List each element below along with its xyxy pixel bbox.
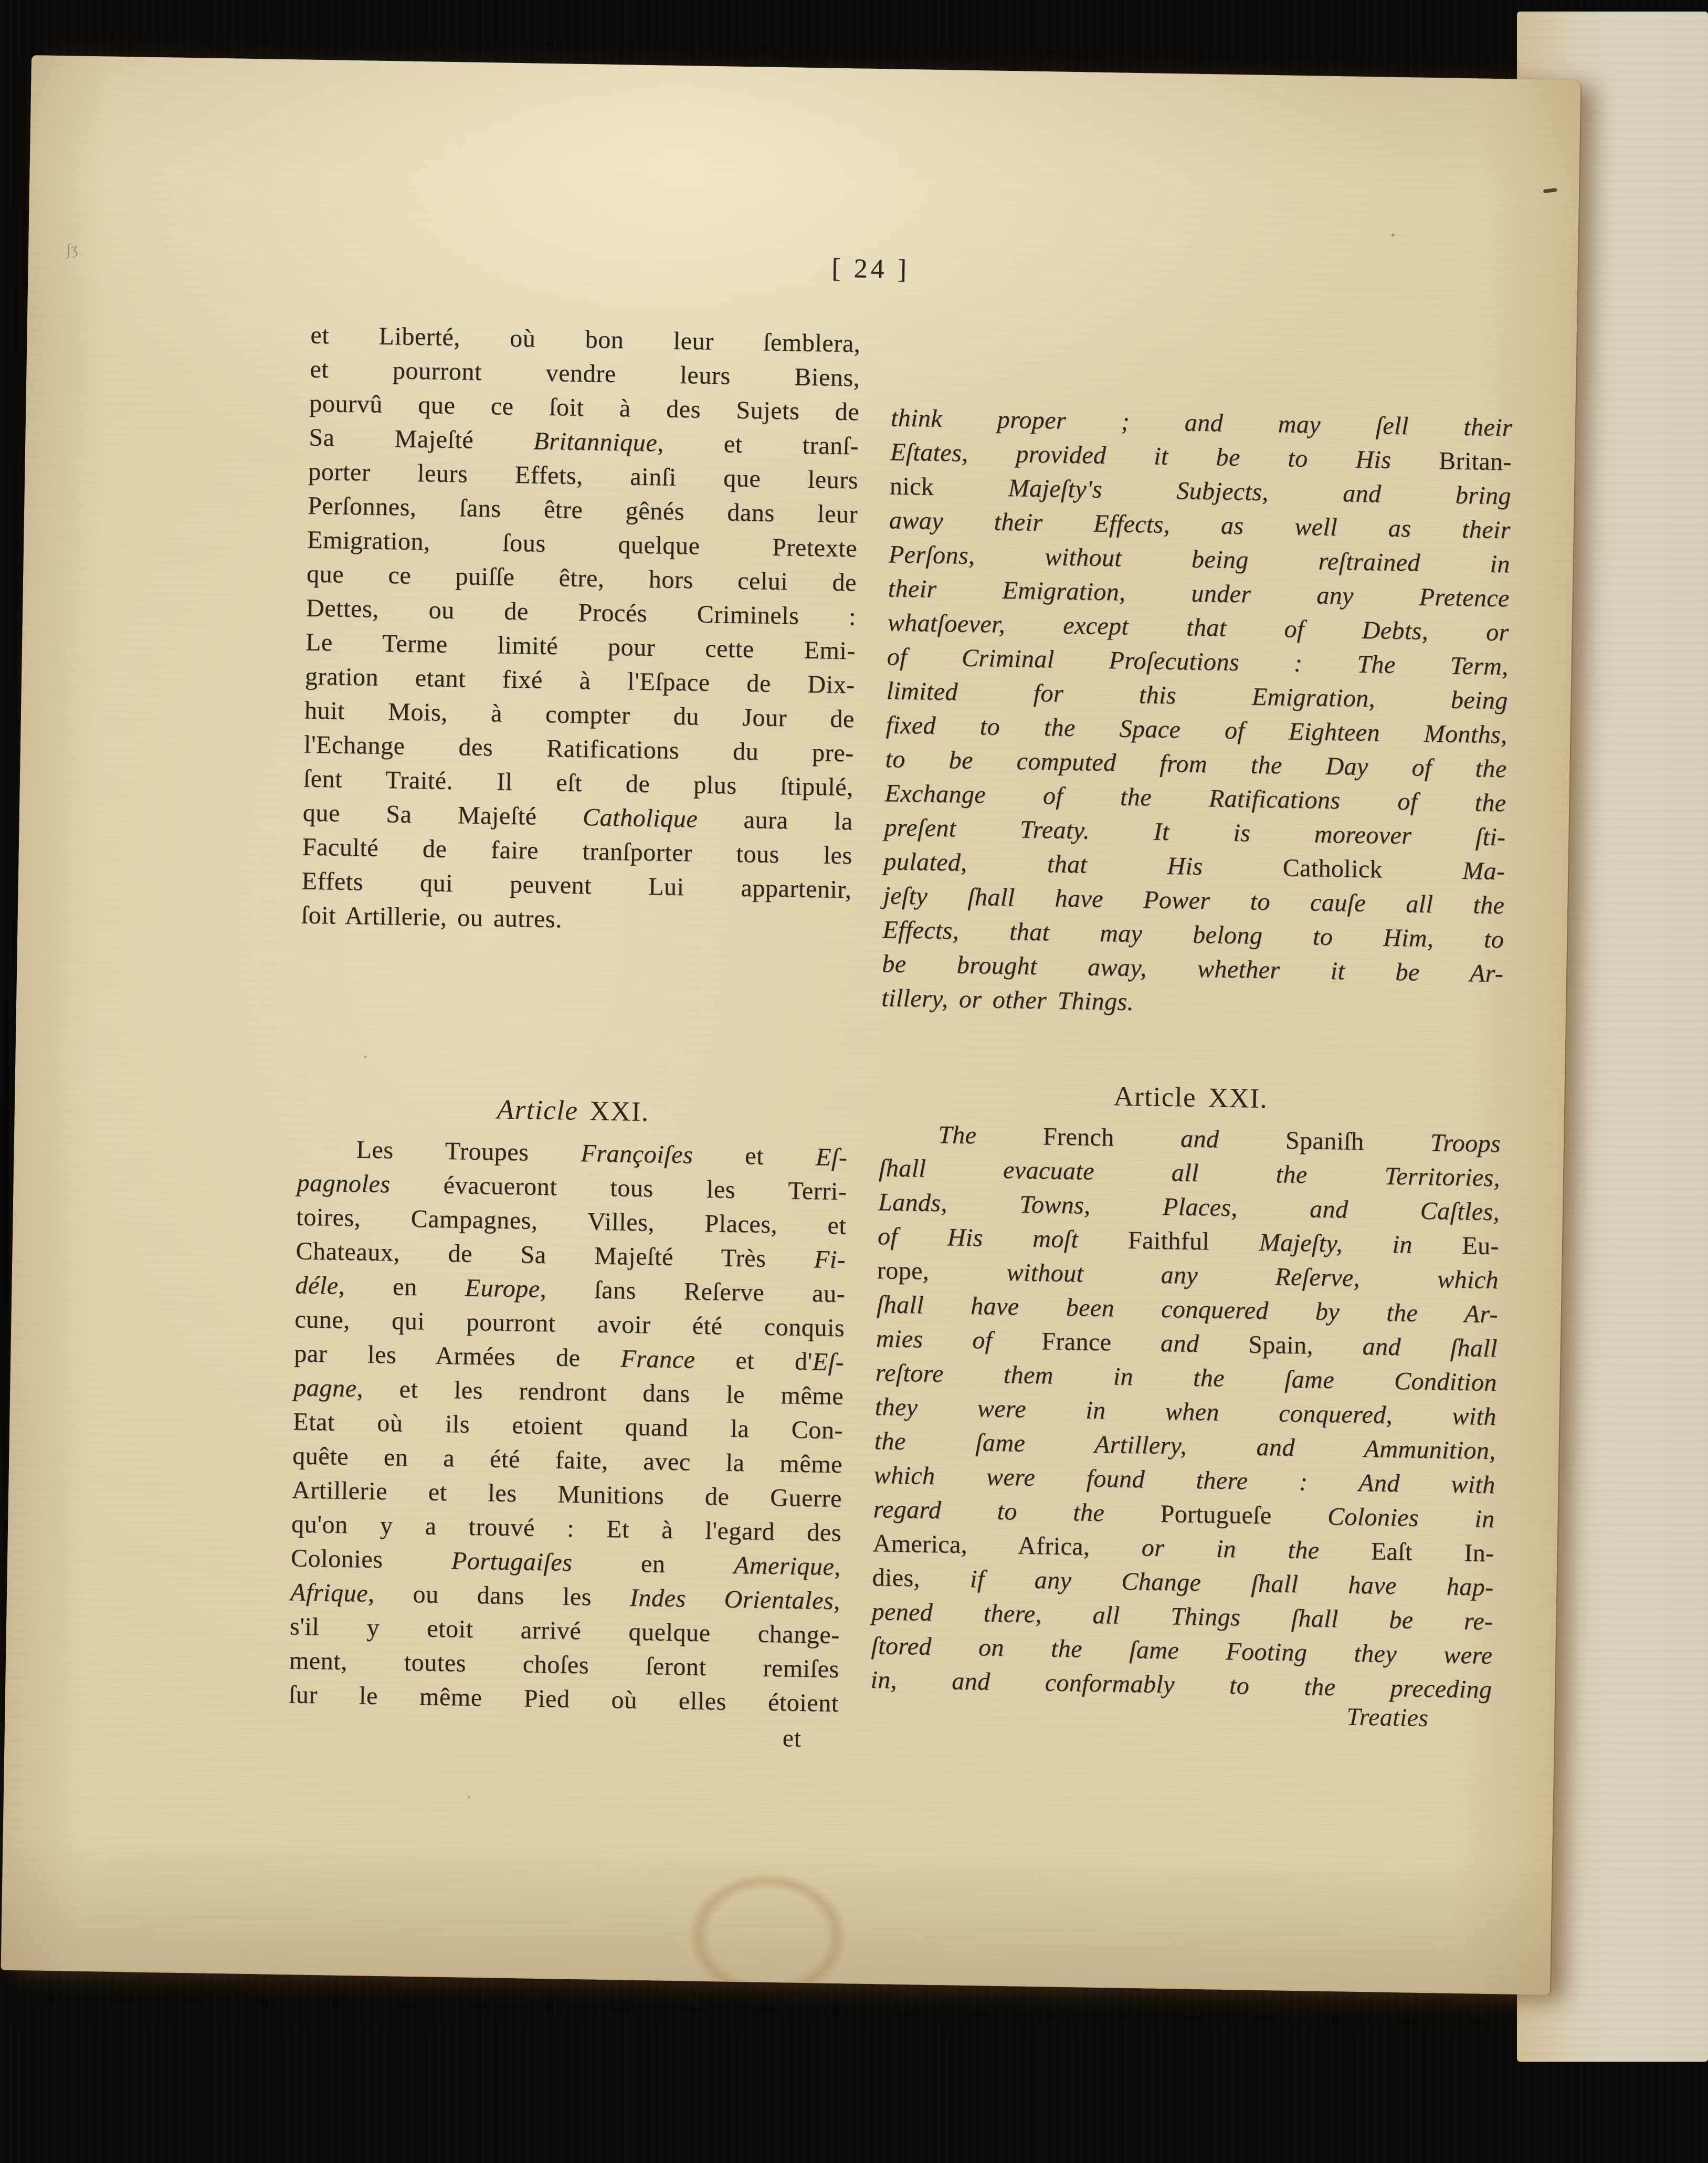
text-line: Perſons, without being reſtrained in: [888, 540, 1511, 579]
text-line: Faculté de faire tranſporter tous les: [302, 833, 853, 870]
text-line: que ce puiſſe être, hors celui de: [306, 560, 857, 597]
text-line: preſent Treaty. It is moreover ſti-: [884, 813, 1506, 852]
text-line: their Emigration, under any Pretence: [888, 574, 1510, 613]
handwritten-mark: ʃʒ: [65, 239, 79, 259]
text-line: jeſty ſhall have Power to cauſe all the: [883, 881, 1505, 920]
text-line: pened there, all Things ſhall be re-: [871, 1598, 1493, 1636]
ring-stain: [688, 1872, 848, 1995]
text-line: pulated, that His Catholick Ma-: [883, 847, 1505, 886]
text-line: Sa Majeſté Britannique, et tranſ-: [308, 423, 859, 460]
paper-sheet: [1, 55, 1580, 1995]
text-line: gration etant fixé à l'Eſpace de Dix-: [304, 662, 856, 699]
french-paragraph-1: [301, 318, 861, 941]
text-line: Colonies Portugaiſes en Amerique,: [290, 1544, 841, 1581]
text-line: Exchange of the Ratifications of the: [884, 779, 1506, 817]
text-line: Chateaux, de Sa Majeſté Très Fi-: [296, 1237, 846, 1274]
text-line: whatſoever, except that of Debts, or: [887, 608, 1510, 647]
text-line: ſent Traité. Il eſt de plus ſtipulé,: [303, 764, 854, 802]
french-paragraph-2: [288, 1131, 848, 1720]
text-line: nick Majeſty's Subjects, and bring: [889, 472, 1512, 510]
text-line: dies, if any Change ſhall have hap-: [872, 1563, 1494, 1602]
text-line: cune, qui pourront avoir été conquis: [294, 1305, 845, 1342]
text-line: Eſtates, provided it be to His Britan-: [890, 438, 1512, 476]
text-line: tillery, or other Things.: [881, 984, 1134, 1016]
text-line: huit Mois, à compter du Jour de: [304, 696, 855, 733]
text-line: think proper ; and may ſell their: [890, 404, 1513, 442]
article-heading-english: Article XXI.: [1113, 1081, 1268, 1115]
english-paragraph-2: [870, 1117, 1501, 1707]
text-line: America, Africa, or in the Eaſt In-: [872, 1529, 1494, 1568]
text-line: Afrique, ou dans les Indes Orientales,: [290, 1578, 841, 1615]
text-line: ſtored on the ſame Footing they were: [871, 1632, 1493, 1670]
text-line: pagnoles évacueront tous les Terri-: [297, 1169, 847, 1206]
text-line: s'il y etoit arrivé quelque change-: [289, 1612, 840, 1650]
text-line: reſtore them in the ſame Condition: [875, 1359, 1498, 1397]
text-line: The French and Spaniſh Troops: [937, 1121, 1501, 1158]
text-line: qu'on y a trouvé : Et à l'egard des: [291, 1510, 842, 1547]
text-line: they were in when conquered, with: [874, 1393, 1497, 1431]
text-line: Artillerie et les Munitions de Guerre: [291, 1476, 842, 1513]
text-line: Dettes, ou de Procés Criminels :: [305, 594, 857, 631]
text-line: of Criminal Proſecutions : The Term,: [887, 643, 1509, 681]
text-line: limited for this Emigration, being: [886, 677, 1509, 715]
text-line: Perſonnes, ſans être gênés dans leur: [307, 491, 858, 529]
text-line: in, and conformably to the preceding: [870, 1666, 1492, 1704]
text-line: away their Effects, as well as their: [889, 506, 1511, 544]
page-number: [ 24 ]: [831, 253, 910, 285]
paper-speck: [1391, 234, 1395, 237]
text-line: déle, en Europe, ſans Reſerve au-: [295, 1271, 846, 1308]
text-line: ment, toutes choſes ſeront remiſes: [289, 1646, 840, 1684]
text-line: which were found there : And with: [873, 1461, 1496, 1499]
text-line: to be computed from the Day of the: [885, 745, 1507, 783]
paper-speck: [468, 1796, 470, 1799]
text-line: porter leurs Effets, ainſi que leurs: [308, 457, 859, 495]
catchword-french: et: [782, 1724, 802, 1752]
text-line: pagne, et les rendront dans le même: [293, 1373, 844, 1411]
text-line: l'Echange des Ratifications du pre-: [303, 730, 855, 768]
text-line: quête en a été faite, avec la même: [292, 1442, 843, 1479]
ink-dash-mark: [1543, 188, 1557, 193]
text-line: Emigration, ſous quelque Pretexte: [307, 526, 858, 563]
text-line: rope, without any Reſerve, which: [877, 1256, 1499, 1295]
text-line: et pourront vendre leurs Biens,: [310, 355, 860, 392]
text-line: par les Armées de France et d'Eſ-: [293, 1339, 845, 1377]
text-line: fixed to the Space of Eighteen Months,: [885, 711, 1507, 749]
text-line: be brought away, whether it be Ar-: [881, 950, 1504, 988]
text-line: que Sa Majeſté Catholique aura la: [302, 799, 853, 836]
text-line: Effets qui peuvent Lui appartenir,: [301, 867, 852, 904]
article-heading-french: Article XXI.: [497, 1094, 650, 1128]
english-paragraph-1: [881, 401, 1513, 1025]
text-line: ſoit Artillerie, ou autres.: [301, 901, 563, 933]
text-line: Effects, that may belong to Him, to: [882, 916, 1504, 954]
text-line: toires, Campagnes, Villes, Places, et: [296, 1203, 847, 1240]
text-line: Les Troupes Françoiſes et Eſ-: [356, 1136, 848, 1172]
text-line: the ſame Artillery, and Ammunition,: [874, 1427, 1496, 1465]
catchword-english: Treaties: [1346, 1703, 1429, 1732]
text-line: ſhall have been conquered by the Ar-: [876, 1290, 1499, 1329]
paper-speck: [364, 1055, 366, 1058]
text-line: regard to the Portugueſe Colonies in: [873, 1495, 1495, 1534]
text-line: mies of France and Spain, and ſhall: [876, 1325, 1498, 1363]
text-line: ſur le même Pied où elles étoient: [288, 1681, 839, 1718]
text-line: ſhall evacuate all the Territories,: [878, 1154, 1501, 1192]
text-line: Lands, Towns, Places, and Caſtles,: [878, 1188, 1500, 1226]
text-line: of His moſt Faithful Majeſty, in Eu-: [877, 1222, 1500, 1261]
text-line: Etat où ils etoient quand la Con-: [292, 1408, 844, 1445]
paper-speck: [1174, 1277, 1177, 1279]
text-line: pourvû que ce ſoit à des Sujets de: [309, 389, 860, 426]
text-line: Le Terme limité pour cette Emi-: [305, 628, 856, 665]
column-french: [288, 60, 865, 1752]
text-line: et Liberté, où bon leur ſemblera,: [310, 321, 861, 358]
